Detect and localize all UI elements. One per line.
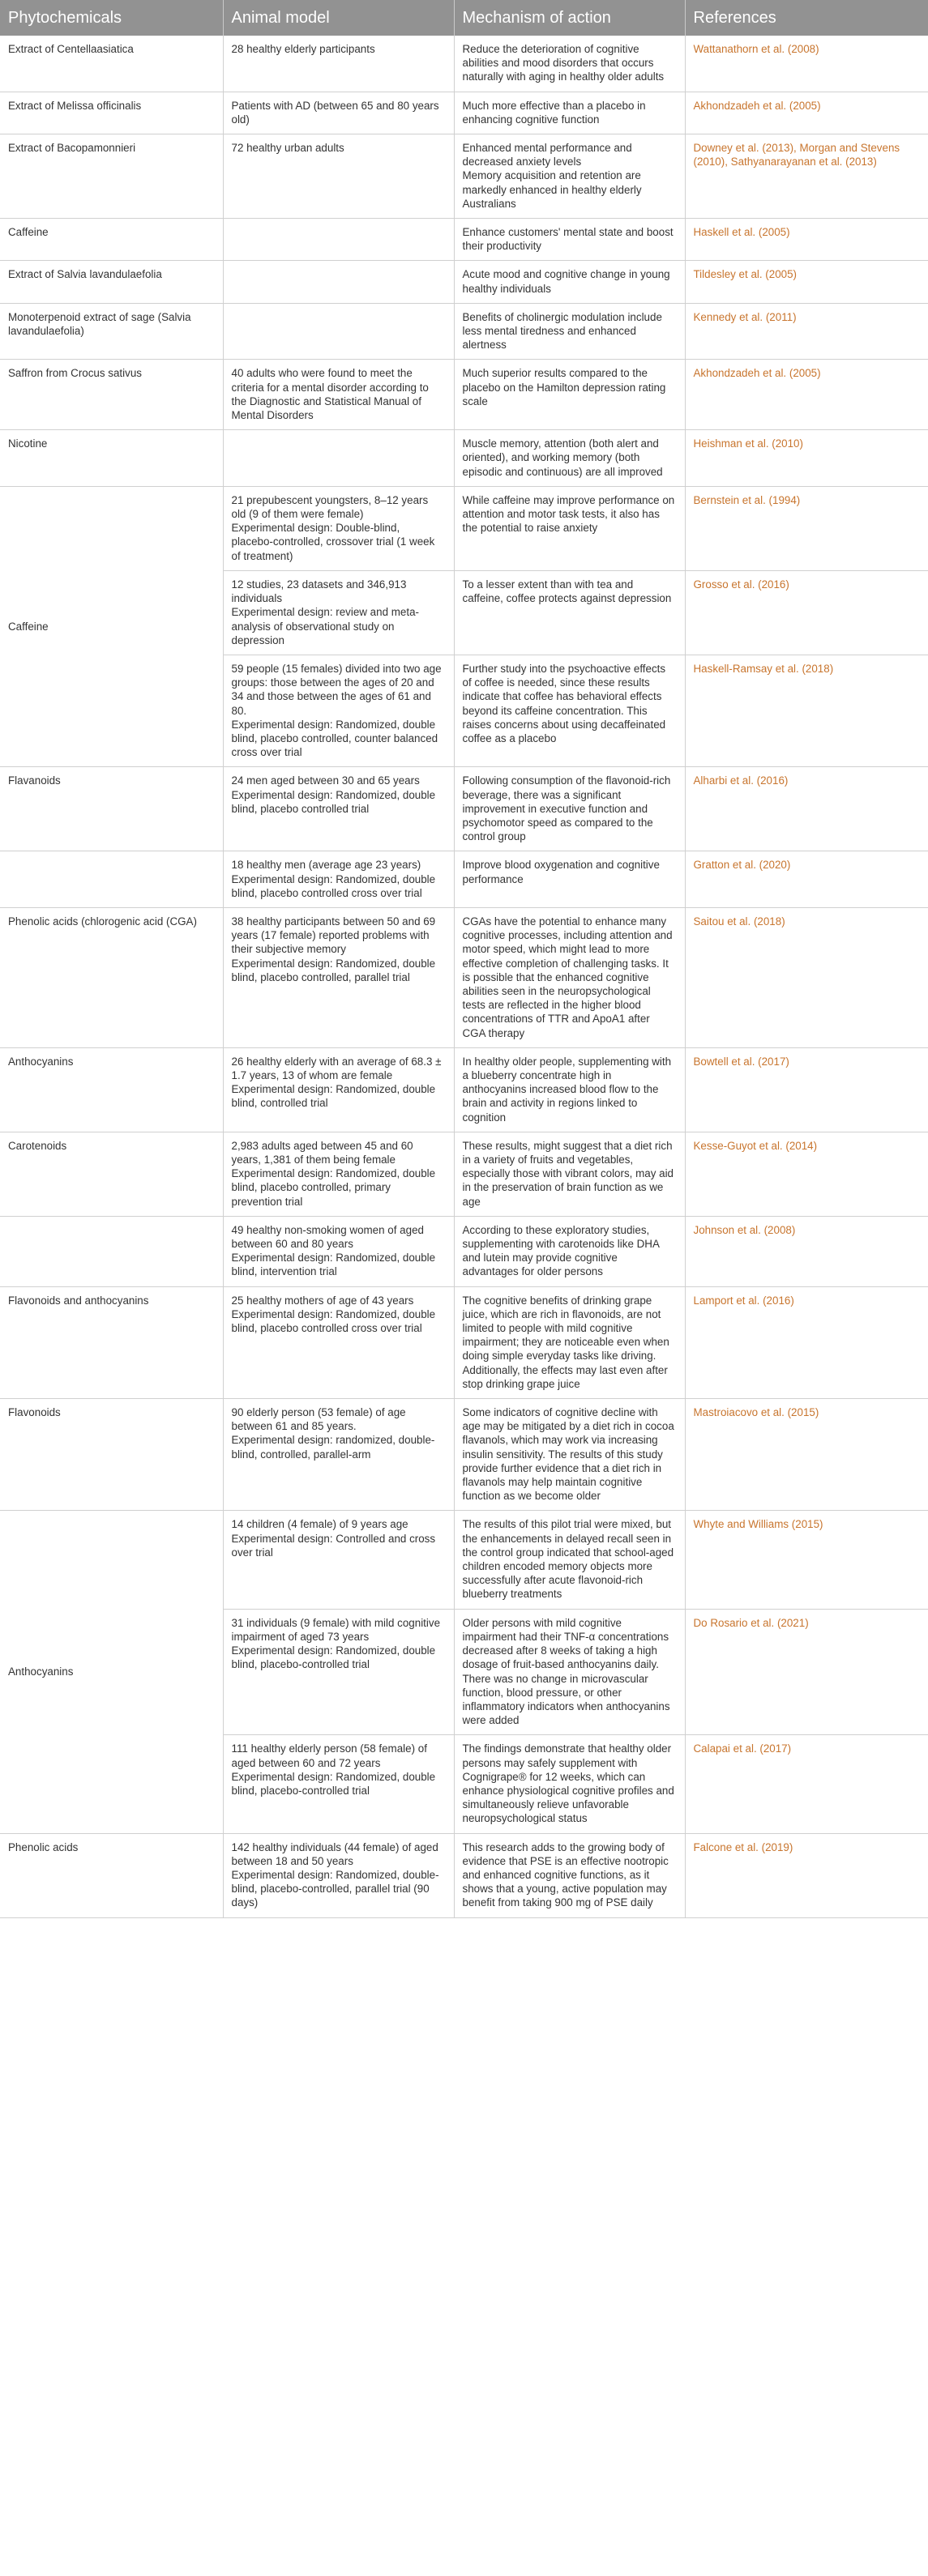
references-cell — [685, 1047, 928, 1132]
references-cell — [685, 655, 928, 766]
reference-link[interactable]: Bernstein et al. (1994) — [693, 493, 801, 506]
phytochemical-cell: Extract of Centellaasiatica — [0, 36, 223, 92]
animal-model-cell: Patients with AD (between 65 and 80 years old) — [223, 92, 454, 134]
table-header — [0, 0, 928, 36]
animal-model-text: 26 healthy elderly with an average of 68.3 ± 1.7 years, 13 of whom are female Experimental design: Randomized, double blind, controlled trial — [231, 1055, 442, 1110]
animal-model-text: 142 healthy individuals (44 female) of aged between 18 and 50 years Experimental design: Randomized, double-blind, placebo-controlled, parallel trial (90 days) — [231, 1840, 439, 1909]
animal-model-cell — [223, 851, 454, 908]
table-row — [0, 92, 928, 134]
reference-link[interactable]: Akhondzadeh et al. (2005) — [693, 367, 821, 380]
mechanism-cell — [454, 134, 685, 219]
animal-model-cell — [223, 1735, 454, 1833]
animal-model-text: 59 people (15 females) divided into two age groups: those between the ages of 20 and 34 and those between the ages of 61 and 80. Experimental design: Randomized, double blind, placebo controlled, counter balanced cross over trial — [231, 662, 442, 759]
mechanism-cell: In healthy older people, supplementing with a blueberry concentrate high in anthocyanins increased blood flow to the brain and activity in regions linked to cognition — [454, 1047, 685, 1132]
mechanism-cell: This research adds to the growing body of evidence that PSE is an effective nootropic and enhanced cognitive functions, as it shows that a young, active population may benefit from taking 900 mg of PSE daily — [454, 1833, 685, 1917]
table-row — [0, 907, 928, 1047]
phytochemical-cell — [0, 851, 223, 908]
mechanism-cell: Muscle memory, attention (both alert and oriented), and working memory (both episodic and continuous) are all improved — [454, 430, 685, 487]
phytochemical-cell: Flavanoids — [0, 767, 223, 851]
phytochemical-cell: Phenolic acids (chlorogenic acid (CGA) — [0, 907, 223, 1047]
mechanism-cell: Improve blood oxygenation and cognitive performance — [454, 851, 685, 908]
animal-model-text: 111 healthy elderly person (58 female) of aged between 60 and 72 years Experimental design: Randomized, double blind, placebo-controlled trial — [231, 1742, 436, 1797]
phytochemical-cell: Flavonoids — [0, 1399, 223, 1511]
mechanism-cell: These results, might suggest that a diet rich in a variety of fruits and vegetables, especially those with vibrant colors, may aid in the preservation of brain function as we age — [454, 1132, 685, 1216]
mechanism-cell: The cognitive benefits of drinking grape juice, which are rich in flavonoids, are not limited to people with mild cognitive impairment; they are noticeable even when doing simple everyday tasks like driving. Additionally, the effects may last even after stop drinking grape juice — [454, 1286, 685, 1398]
header-mechanism: Mechanism of action — [454, 0, 685, 36]
references-cell — [685, 1511, 928, 1609]
reference-link[interactable]: Gratton et al. (2020) — [693, 859, 791, 872]
reference-link[interactable]: Downey et al. (2013), — [693, 142, 797, 155]
animal-model-text: 21 prepubescent youngsters, 8–12 years old (9 of them were female) Experimental design: Double-blind, placebo-controlled, crossover trial (1 week of treatment) — [231, 493, 435, 562]
table-row — [0, 360, 928, 430]
header-animal-model: Animal model — [223, 0, 454, 36]
mechanism-cell: To a lesser extent than with tea and caffeine, coffee protects against depression — [454, 570, 685, 655]
mechanism-text: Enhanced mental performance and decreased anxiety levels Memory acquisition and retention are markedly enhanced in healthy elderly Australians — [462, 142, 642, 210]
phytochemical-cell: Extract of Salvia lavandulaefolia — [0, 261, 223, 303]
animal-model-text: 24 men aged between 30 and 65 years Experimental design: Randomized, double blind, placebo controlled trial — [231, 774, 436, 815]
reference-link[interactable]: Haskell et al. (2005) — [693, 226, 790, 239]
phytochemical-cell: Extract of Bacopamonnieri — [0, 134, 223, 219]
reference-link[interactable]: Whyte and Williams (2015) — [693, 1518, 823, 1531]
references-cell — [685, 1609, 928, 1735]
table-row — [0, 134, 928, 219]
mechanism-cell: CGAs have the potential to enhance many cognitive processes, including attention and motor speed, which might lead to more effective completion of challenging tasks. It is possible that the enhanced cognitive abilities seen in the neuropsychological tests are reflected in the higher blood concentrations of TTR and ApoA1 after CGA therapy — [454, 907, 685, 1047]
animal-model-text: 18 healthy men (average age 23 years) Experimental design: Randomized, double blind, placebo controlled cross over trial — [231, 859, 436, 899]
reference-link[interactable]: Grosso et al. (2016) — [693, 578, 789, 591]
header-row — [0, 0, 928, 36]
table-row — [0, 1833, 928, 1917]
references-cell — [685, 907, 928, 1047]
phytochemical-cell: Phenolic acids — [0, 1833, 223, 1917]
references-cell — [685, 767, 928, 851]
phytochemical-cell: Caffeine — [0, 219, 223, 261]
animal-model-text: 14 children (4 female) of 9 years age Experimental design: Controlled and cross over trial — [231, 1518, 436, 1559]
table-row — [0, 1132, 928, 1216]
reference-link[interactable]: Calapai et al. (2017) — [693, 1742, 792, 1755]
mechanism-cell: Enhance customers' mental state and boost their productivity — [454, 219, 685, 261]
references-cell — [685, 851, 928, 908]
reference-link[interactable]: Wattanathorn et al. (2008) — [693, 43, 819, 55]
animal-model-text: 38 healthy participants between 50 and 69 years (17 female) reported problems with their subjective memory Experimental design: Randomized, double blind, placebo controlled, parallel trial — [231, 915, 436, 983]
references-cell — [685, 1132, 928, 1216]
table-row — [0, 851, 928, 908]
reference-link[interactable]: Haskell-Ramsay et al. (2018) — [693, 662, 834, 675]
reference-link[interactable]: Do Rosario et al. (2021) — [693, 1616, 809, 1629]
mechanism-cell: Much more effective than a placebo in enhancing cognitive function — [454, 92, 685, 134]
animal-model-cell — [223, 303, 454, 360]
phytochemical-cell: Extract of Melissa officinalis — [0, 92, 223, 134]
animal-model-cell: 28 healthy elderly participants — [223, 36, 454, 92]
table-row — [0, 261, 928, 303]
table-row — [0, 1047, 928, 1132]
reference-link[interactable]: Lamport et al. (2016) — [693, 1294, 794, 1307]
phytochemical-cell — [0, 1216, 223, 1286]
references-cell — [685, 1735, 928, 1833]
animal-model-text: 90 elderly person (53 female) of age between 61 and 85 years. Experimental design: randomized, double-blind, controlled, parallel-arm — [231, 1406, 435, 1461]
reference-link[interactable]: Falcone et al. (2019) — [693, 1840, 793, 1853]
references-cell — [685, 1286, 928, 1398]
table-row — [0, 486, 928, 570]
header-phytochemicals: Phytochemicals — [0, 0, 223, 36]
mechanism-cell: Benefits of cholinergic modulation include less mental tiredness and enhanced alertness — [454, 303, 685, 360]
animal-model-cell — [223, 430, 454, 487]
animal-model-text: 31 individuals (9 female) with mild cognitive impairment of aged 73 years Experimental design: Randomized, double blind, placebo-controlled trial — [231, 1616, 441, 1671]
animal-model-cell — [223, 1286, 454, 1398]
table-row — [0, 1286, 928, 1398]
phytochemical-cell: Monoterpenoid extract of sage (Salvia lavandulaefolia) — [0, 303, 223, 360]
animal-model-cell — [223, 1399, 454, 1511]
animal-model-cell — [223, 1047, 454, 1132]
mechanism-cell: Some indicators of cognitive decline with age may be mitigated by a diet rich in cocoa flavanols, which may work via increasing insulin sensitivity. The results of this study provide further evidence that a diet rich in flavanols may help maintain cognitive function as we become older — [454, 1399, 685, 1511]
mechanism-cell: While caffeine may improve performance on attention and motor task tests, it also has the potential to raise anxiety — [454, 486, 685, 570]
table-row — [0, 430, 928, 487]
animal-model-cell — [223, 1511, 454, 1609]
animal-model-cell — [223, 219, 454, 261]
phytochemical-cell: Anthocyanins — [0, 1511, 223, 1833]
references-cell — [685, 134, 928, 219]
mechanism-cell: The results of this pilot trial were mixed, but the enhancements in delayed recall seen in the control group indicated that school-aged children encoded memory objects more successfully after acute flavonoid-rich blueberry treatments — [454, 1511, 685, 1609]
reference-link[interactable]: Kennedy et al. (2011) — [693, 310, 797, 323]
animal-model-cell: 72 healthy urban adults — [223, 134, 454, 219]
mechanism-cell: According to these exploratory studies, supplementing with carotenoids like DHA and lutein may provide cognitive advantages for older persons — [454, 1216, 685, 1286]
table-body — [0, 36, 928, 1917]
mechanism-cell: Further study into the psychoactive effects of coffee is needed, since these results indicate that coffee has behavioral effects beyond its caffeine concentration. This raises concerns about using decaffeinated coffee as a placebo — [454, 655, 685, 766]
references-cell — [685, 36, 928, 92]
references-cell — [685, 360, 928, 430]
animal-model-cell — [223, 486, 454, 570]
mechanism-cell: The findings demonstrate that healthy older persons may safely supplement with Cognigrape® for 12 weeks, which can enhance physiological cognitive profiles and simultaneously relieve unfavorable neuropsychological status — [454, 1735, 685, 1833]
reference-link[interactable]: Saitou et al. (2018) — [693, 915, 785, 928]
references-cell — [685, 486, 928, 570]
animal-model-cell — [223, 655, 454, 766]
animal-model-text: 2,983 adults aged between 45 and 60 years, 1,381 of them being female Experimental design: Randomized, double blind, placebo controlled, primary prevention trial — [231, 1139, 436, 1208]
mechanism-cell: Following consumption of the flavonoid-rich beverage, there was a significant improvement in executive function and psychomotor speed as compared to the control group — [454, 767, 685, 851]
animal-model-text: 49 healthy non-smoking women of aged between 60 and 80 years Experimental design: Randomized, double blind, intervention trial — [231, 1223, 436, 1278]
reference-link[interactable]: Akhondzadeh et al. (2005) — [693, 99, 821, 112]
mechanism-cell: Much superior results compared to the placebo on the Hamilton depression rating scale — [454, 360, 685, 430]
animal-model-text: 12 studies, 23 datasets and 346,913 individuals Experimental design: review and meta-analysis of observational study on depression — [231, 578, 419, 646]
references-cell — [685, 1399, 928, 1511]
animal-model-cell — [223, 1833, 454, 1917]
table-row — [0, 1399, 928, 1511]
animal-model-cell — [223, 570, 454, 655]
animal-model-cell — [223, 767, 454, 851]
references-cell — [685, 92, 928, 134]
reference-link[interactable]: Mastroiacovo et al. (2015) — [693, 1406, 819, 1419]
animal-model-cell — [223, 1216, 454, 1286]
table-row — [0, 767, 928, 851]
reference-link[interactable]: Johnson et al. (2008) — [693, 1223, 796, 1236]
animal-model-cell: 40 adults who were found to meet the criteria for a mental disorder according to the Diagnostic and Statistical Manual of Mental Disorders — [223, 360, 454, 430]
references-cell — [685, 219, 928, 261]
reference-link[interactable]: Heishman et al. (2010) — [693, 437, 803, 450]
phytochemical-cell: Caffeine — [0, 486, 223, 766]
table-row — [0, 36, 928, 92]
references-cell — [685, 1216, 928, 1286]
reference-link[interactable]: Morgan and Stevens (2010), — [693, 142, 900, 168]
mechanism-cell: Older persons with mild cognitive impairment had their TNF-α concentrations decreased after 8 weeks of taking a high dosage of fruit-based anthocyanins daily. There was no change in microvascular function, blood pressure, or other inflammatory indicators when anthocyanins were added — [454, 1609, 685, 1735]
animal-model-cell — [223, 907, 454, 1047]
phytochemical-cell: Flavonoids and anthocyanins — [0, 1286, 223, 1398]
references-cell — [685, 1833, 928, 1917]
mechanism-cell: Acute mood and cognitive change in young healthy individuals — [454, 261, 685, 303]
table-row — [0, 303, 928, 360]
phytochemical-cell: Nicotine — [0, 430, 223, 487]
reference-link[interactable]: Sathyanarayanan et al. (2013) — [730, 156, 877, 168]
animal-model-cell — [223, 1132, 454, 1216]
table-row — [0, 1511, 928, 1609]
reference-link[interactable]: Bowtell et al. (2017) — [693, 1055, 789, 1068]
reference-link[interactable]: Alharbi et al. (2016) — [693, 774, 789, 787]
references-cell — [685, 261, 928, 303]
reference-link[interactable]: Kesse-Guyot et al. (2014) — [693, 1139, 818, 1152]
table-row — [0, 1216, 928, 1286]
animal-model-cell — [223, 1609, 454, 1735]
animal-model-cell — [223, 261, 454, 303]
table-row — [0, 219, 928, 261]
phytochemical-cell: Carotenoids — [0, 1132, 223, 1216]
animal-model-text: 25 healthy mothers of age of 43 years Experimental design: Randomized, double blind, placebo controlled cross over trial — [231, 1294, 436, 1335]
reference-link[interactable]: Tildesley et al. (2005) — [693, 268, 798, 281]
references-cell — [685, 430, 928, 487]
phytochemical-cell: Saffron from Crocus sativus — [0, 360, 223, 430]
references-cell — [685, 303, 928, 360]
references-cell — [685, 570, 928, 655]
header-references: References — [685, 0, 928, 36]
mechanism-cell: Reduce the deterioration of cognitive abilities and mood disorders that occurs naturally with aging in healthy older adults — [454, 36, 685, 92]
phytochemical-cell: Anthocyanins — [0, 1047, 223, 1132]
